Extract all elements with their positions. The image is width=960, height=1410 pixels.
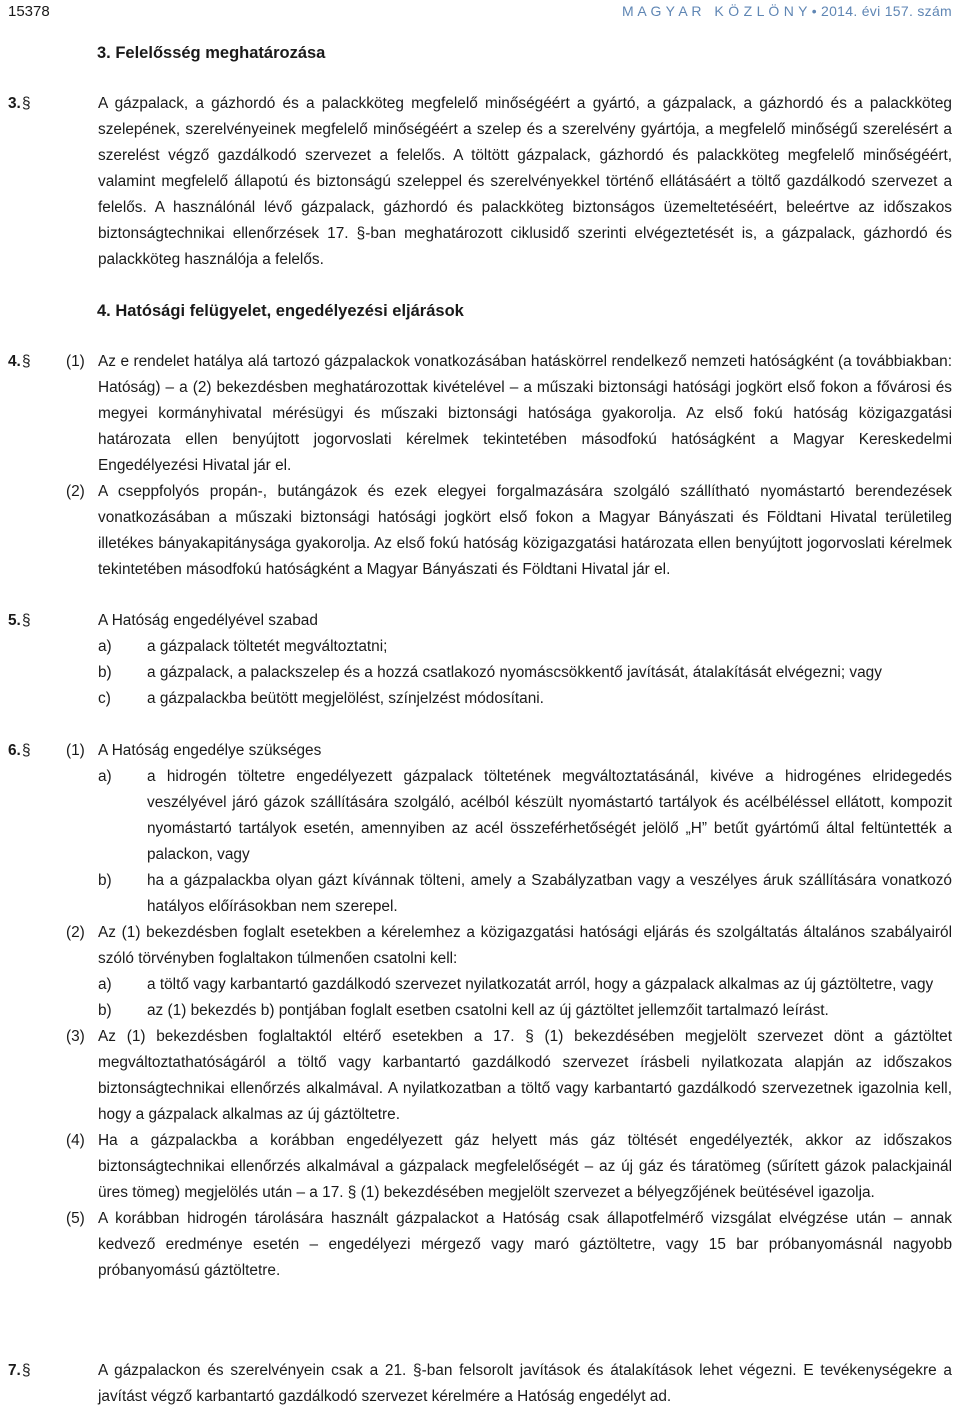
list-item xyxy=(8,998,952,1024)
paragraph-text: A gázpalackon és szerelvényein csak a 21. §-ban felsorolt javítások és átalakítások lehet végezni. E tevékenységekre a javítást végző karbantartó gazdálkodó szervezet kérelmére a Hatóság engedélyt ad. xyxy=(98,1362,952,1405)
paragraph-5 xyxy=(8,608,952,712)
list-item xyxy=(8,686,952,712)
subsection-text: A cseppfolyós propán-, butángázok és ezek elegyei forgalmazására szolgáló szállítható nyomástartó berendezések vonatkozásában a műszaki biztonsági hatósági jogkört első fokon a Magyar Bányászati és Földtani Hivatal területileg illetékes bányakapitánysága gyakorolja. Az első fokú hatóság közigazgatási határozata ellen benyújtott jogorvoslati kérelmek tekintetében másodfokú hatóságként a Magyar Bányászati és Földtani Hivatal jár el. xyxy=(98,483,952,578)
item-label: a) xyxy=(98,638,112,655)
item-text: ha a gázpalackba olyan gázt kívánnak tölteni, amely a Szabályzatban vagy a veszélyes áruk szállítására vonatkozó hatályos előírásokban nem szerepel. xyxy=(147,872,952,915)
section-3-title: 3. Felelősség meghatározása xyxy=(97,44,326,62)
subsection-text: A Hatóság engedélye szükséges xyxy=(98,742,322,759)
subsection-number: (2) xyxy=(66,924,85,941)
subsection xyxy=(8,1128,952,1206)
list-item xyxy=(8,660,952,686)
list-item xyxy=(8,972,952,998)
publication-info xyxy=(622,3,952,19)
subsection-text: A korábban hidrogén tárolására használt gázpalackot a Hatóság csak állapotfelmérő vizsgálat elvégzése után – annak kedvező eredménye esetén – engedélyezi mérgező vagy maró gáztöltetre, vagy 15 bar próbanyomásnál nagyobb próbanyomású gáztöltetre. xyxy=(98,1210,952,1279)
paragraph-number: 3. xyxy=(8,95,21,112)
page-header xyxy=(8,0,952,26)
item-label: a) xyxy=(98,768,112,785)
subsection xyxy=(8,738,952,764)
paragraph-intro: A Hatóság engedélyével szabad xyxy=(98,612,318,629)
subsection-text: Az (1) bekezdésben foglaltaktól eltérő esetekben a 17. § (1) bekezdésében megjelölt szervezet dönt a gáztöltet megváltoztathatóságáról a töltő vagy karbantartó gazdálkodó szervezet írásbeli nyilatkozata alapján az időszakos biztonságtechnikai ellenőrzés alkalmával. A nyilatkozatban a töltő vagy karbantartó gazdálkodó szervezetnek igazolnia kell, hogy a gázpalack alkalmas az új gáztöltetre. xyxy=(98,1028,952,1123)
list-item xyxy=(8,764,952,868)
paragraph-text: A gázpalack, a gázhordó és a palackköteg megfelelő minőségéért a gyártó, a gázpalack, a gázhordó és a palackköteg szelepének, szerelvényeinek megfelelő minőségéért a szelep és a szerelvény gyártója, a megfelelő minőségű szerelésért a szerelést végző gazdálkodó szervezet a felelős. A töltött gázpalack, gázhordó és palackköteg megfelelő minőségéért, valamint megfelelő állapotú és biztonságú szeleppel és szerelvényekkel történő ellátásáért a töltő gazdálkodó szervezet a felelős. A használónál lévő gázpalack, gázhordó és palackköteg biztonságos üzemeltetéséért, beleértve az időszakos biztonságtechnikai ellenőrzések 17. §-ban meghatározott ciklusidő szerinti elvégeztetését is, a gázpalack, gázhordó és palackköteg használója a felelős. xyxy=(98,95,952,268)
item-text: a töltő vagy karbantartó gazdálkodó szervezet nyilatkozatát arról, hogy a gázpalack alkalmas az új gáztöltetre, vagy xyxy=(147,976,934,993)
page-number: 15378 xyxy=(8,3,50,20)
subsection-text: Az e rendelet hatálya alá tartozó gázpalackok vonatkozásában hatáskörrel rendelkező nemzeti hatóságként (a továbbiakban: Hatóság) – a (2) bekezdésben meghatározottak kivételével – a műszaki biztonsági hatósági jogkört első fokon a fővárosi és megyei kormányhivatal mérésügyi és műszaki biztonsági hatósága gyakorolja. Az első fokú hatóság közigazgatási határozata ellen benyújtott jogorvoslati kérelmek tekintetében másodfokú hatóságként a Magyar Kereskedelmi Engedélyezési Hivatal jár el. xyxy=(98,353,952,474)
subsection-number: (1) xyxy=(66,353,85,370)
item-text: a gázpalack töltetét megváltoztatni; xyxy=(147,638,388,655)
subsection-number: (4) xyxy=(66,1132,85,1149)
paragraph-6 xyxy=(8,738,952,1284)
item-label: b) xyxy=(98,872,112,889)
header-bullet: • xyxy=(811,3,817,19)
section-sign: § xyxy=(22,742,31,759)
item-label: a) xyxy=(98,976,112,993)
subsection xyxy=(8,1206,952,1284)
subsection-text: Az (1) bekezdésben foglalt esetekben a kérelemhez a közigazgatási hatósági eljárás és szolgáltatás általános szabályairól szóló törvényben foglaltakon túlmenően csatolni kell: xyxy=(98,924,952,967)
subsection xyxy=(8,349,952,479)
publication-name: M A G Y A R K Ö Z L Ö N Y xyxy=(622,3,808,19)
item-label: b) xyxy=(98,664,112,681)
subsection-number: (1) xyxy=(66,742,85,759)
item-label: c) xyxy=(98,690,111,707)
section-sign: § xyxy=(22,1362,31,1379)
item-text: az (1) bekezdés b) pontjában foglalt esetben csatolni kell az új gáztöltet jellemzőit tartalmazó leírást. xyxy=(147,1002,829,1019)
paragraph-7 xyxy=(8,1358,952,1410)
subsection-number: (2) xyxy=(66,483,85,500)
section-sign: § xyxy=(22,612,31,629)
paragraph-3 xyxy=(8,91,952,273)
paragraph-number: 6. xyxy=(8,742,21,759)
subsection xyxy=(8,1024,952,1128)
list-item xyxy=(8,868,952,920)
subsection-number: (3) xyxy=(66,1028,85,1045)
paragraph-number: 7. xyxy=(8,1362,21,1379)
subsection xyxy=(8,479,952,583)
item-text: a gázpalackba beütött megjelölést, színjelzést módosítani. xyxy=(147,690,544,707)
paragraph-number: 4. xyxy=(8,353,21,370)
issue-info: 2014. évi 157. szám xyxy=(821,3,952,19)
list-item xyxy=(8,634,952,660)
section-sign: § xyxy=(22,353,31,370)
subsection-number: (5) xyxy=(66,1210,85,1227)
paragraph-number: 5. xyxy=(8,612,21,629)
item-text: a gázpalack, a palackszelep és a hozzá csatlakozó nyomáscsökkentő javítását, átalakítását elvégezni; vagy xyxy=(147,664,882,681)
section-sign: § xyxy=(22,95,31,112)
item-label: b) xyxy=(98,1002,112,1019)
subsection xyxy=(8,920,952,972)
paragraph-4 xyxy=(8,349,952,583)
subsection-text: Ha a gázpalackba a korábban engedélyezett gáz helyett más gáz töltését engedélyezték, akkor az időszakos biztonságtechnikai ellenőrzés alkalmával a gázpalack megfelelőségét – az új gáz és táratömeg (sűrített gázok palackjainál üres tömeg) megjelölés után – a 17. § (1) bekezdésében megjelölt szervezet a bélyegzőjének beütésével igazolja. xyxy=(98,1132,952,1201)
section-4-title: 4. Hatósági felügyelet, engedélyezési eljárások xyxy=(97,302,464,320)
item-text: a hidrogén töltetre engedélyezett gázpalack töltetének megváltoztatásánál, kivéve a hidrogénes elridegedés veszélyével járó gázok szállítására szolgáló, acélból készült nyomástartó tartályok és acélbéléssel ellátott, kompozit nyomástartó tartályok esetén, amennyiben az acél összeférhetőségét jelölő „H” betűt gyártómű által feltüntették a palackon, vagy xyxy=(147,768,952,863)
